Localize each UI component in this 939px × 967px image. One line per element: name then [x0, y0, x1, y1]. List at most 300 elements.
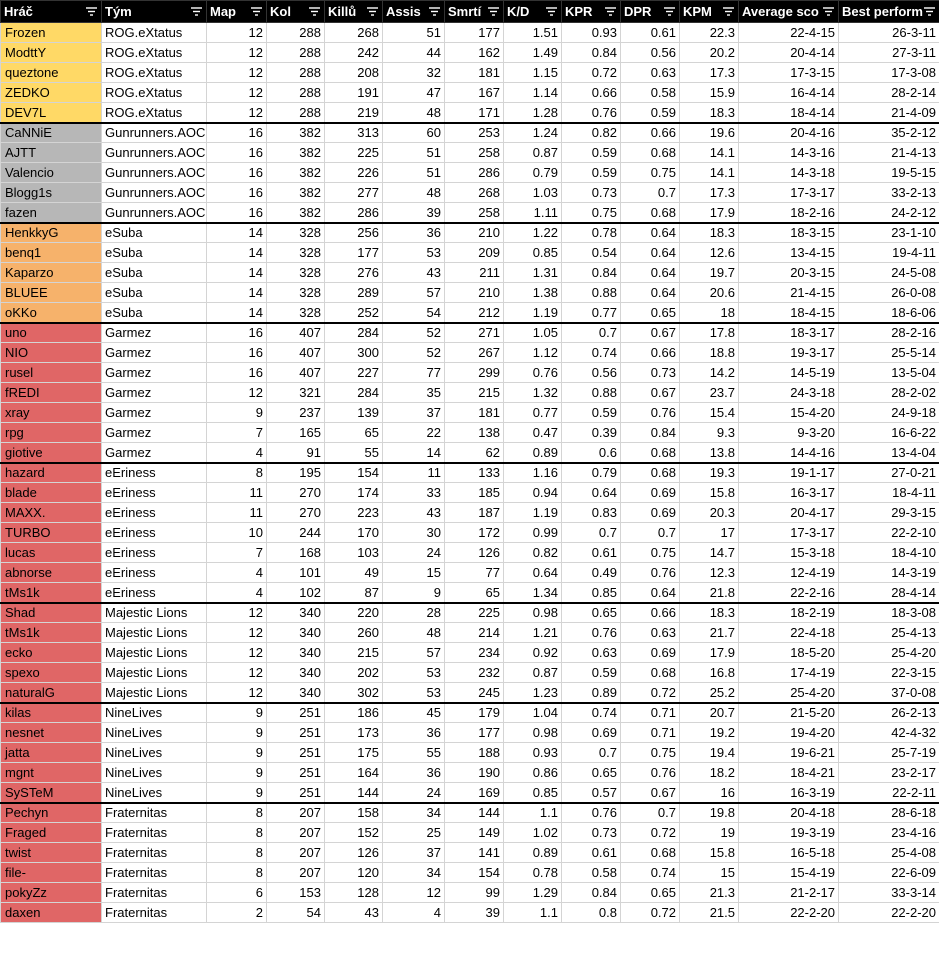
- cell-dpr[interactable]: 0.56: [621, 43, 680, 63]
- cell-rounds[interactable]: 207: [267, 823, 325, 843]
- cell-kpr[interactable]: 0.65: [562, 603, 621, 623]
- cell-team[interactable]: eEriness: [102, 463, 207, 483]
- cell-dpr[interactable]: 0.67: [621, 783, 680, 803]
- cell-kpr[interactable]: 0.8: [562, 903, 621, 923]
- cell-kpr[interactable]: 0.88: [562, 283, 621, 303]
- cell-kills[interactable]: 158: [325, 803, 383, 823]
- cell-maps[interactable]: 12: [207, 603, 267, 623]
- cell-best-performance[interactable]: 35-2-12: [839, 123, 939, 143]
- cell-kpr[interactable]: 0.74: [562, 703, 621, 723]
- cell-assists[interactable]: 48: [383, 183, 445, 203]
- cell-best-performance[interactable]: 26-2-13: [839, 703, 939, 723]
- cell-average-score[interactable]: 16-3-19: [739, 783, 839, 803]
- cell-average-score[interactable]: 21-4-15: [739, 283, 839, 303]
- cell-team[interactable]: Fraternitas: [102, 863, 207, 883]
- cell-kills[interactable]: 152: [325, 823, 383, 843]
- cell-maps[interactable]: 16: [207, 143, 267, 163]
- cell-assists[interactable]: 32: [383, 63, 445, 83]
- cell-kpr[interactable]: 0.76: [562, 803, 621, 823]
- cell-maps[interactable]: 9: [207, 783, 267, 803]
- cell-rounds[interactable]: 251: [267, 743, 325, 763]
- cell-kpr[interactable]: 0.84: [562, 263, 621, 283]
- cell-kpr[interactable]: 0.66: [562, 83, 621, 103]
- cell-kills[interactable]: 144: [325, 783, 383, 803]
- cell-team[interactable]: eEriness: [102, 483, 207, 503]
- cell-kpr[interactable]: 0.84: [562, 43, 621, 63]
- cell-player[interactable]: uno: [1, 323, 102, 343]
- cell-player[interactable]: pokyZz: [1, 883, 102, 903]
- cell-maps[interactable]: 12: [207, 63, 267, 83]
- cell-average-score[interactable]: 18-2-19: [739, 603, 839, 623]
- cell-average-score[interactable]: 12-4-19: [739, 563, 839, 583]
- cell-player[interactable]: naturalG: [1, 683, 102, 703]
- cell-rounds[interactable]: 382: [267, 163, 325, 183]
- cell-maps[interactable]: 9: [207, 403, 267, 423]
- cell-average-score[interactable]: 19-3-17: [739, 343, 839, 363]
- cell-kpm[interactable]: 14.7: [680, 543, 739, 563]
- cell-player[interactable]: fazen: [1, 203, 102, 223]
- cell-deaths[interactable]: 188: [445, 743, 504, 763]
- cell-kills[interactable]: 225: [325, 143, 383, 163]
- cell-rounds[interactable]: 195: [267, 463, 325, 483]
- cell-kills[interactable]: 55: [325, 443, 383, 463]
- cell-deaths[interactable]: 172: [445, 523, 504, 543]
- cell-rounds[interactable]: 382: [267, 183, 325, 203]
- cell-assists[interactable]: 24: [383, 543, 445, 563]
- cell-average-score[interactable]: 18-4-21: [739, 763, 839, 783]
- cell-kpr[interactable]: 0.57: [562, 783, 621, 803]
- cell-deaths[interactable]: 62: [445, 443, 504, 463]
- cell-kills[interactable]: 277: [325, 183, 383, 203]
- cell-deaths[interactable]: 214: [445, 623, 504, 643]
- cell-team[interactable]: Fraternitas: [102, 883, 207, 903]
- cell-dpr[interactable]: 0.63: [621, 63, 680, 83]
- cell-rounds[interactable]: 270: [267, 483, 325, 503]
- cell-player[interactable]: MAXX.: [1, 503, 102, 523]
- cell-maps[interactable]: 9: [207, 703, 267, 723]
- cell-kpm[interactable]: 18.2: [680, 763, 739, 783]
- cell-assists[interactable]: 12: [383, 883, 445, 903]
- cell-kpm[interactable]: 17.3: [680, 63, 739, 83]
- cell-team[interactable]: eSuba: [102, 303, 207, 323]
- cell-dpr[interactable]: 0.68: [621, 143, 680, 163]
- cell-dpr[interactable]: 0.75: [621, 163, 680, 183]
- cell-average-score[interactable]: 15-3-18: [739, 543, 839, 563]
- cell-average-score[interactable]: 19-3-19: [739, 823, 839, 843]
- cell-kd[interactable]: 1.03: [504, 183, 562, 203]
- cell-dpr[interactable]: 0.64: [621, 283, 680, 303]
- cell-kpr[interactable]: 0.72: [562, 63, 621, 83]
- column-header-player[interactable]: [1, 1, 102, 23]
- cell-assists[interactable]: 52: [383, 323, 445, 343]
- cell-best-performance[interactable]: 17-3-08: [839, 63, 939, 83]
- cell-kpr[interactable]: 0.75: [562, 203, 621, 223]
- cell-deaths[interactable]: 181: [445, 63, 504, 83]
- cell-assists[interactable]: 44: [383, 43, 445, 63]
- filter-icon[interactable]: [366, 5, 379, 18]
- cell-kd[interactable]: 1.38: [504, 283, 562, 303]
- cell-assists[interactable]: 37: [383, 843, 445, 863]
- cell-player[interactable]: fREDI: [1, 383, 102, 403]
- cell-maps[interactable]: 9: [207, 763, 267, 783]
- filter-icon[interactable]: [85, 5, 98, 18]
- cell-kd[interactable]: 1.22: [504, 223, 562, 243]
- cell-kpm[interactable]: 15.8: [680, 843, 739, 863]
- cell-team[interactable]: ROG.eXtatus: [102, 63, 207, 83]
- cell-deaths[interactable]: 133: [445, 463, 504, 483]
- cell-player[interactable]: AJTT: [1, 143, 102, 163]
- cell-kills[interactable]: 313: [325, 123, 383, 143]
- cell-best-performance[interactable]: 25-7-19: [839, 743, 939, 763]
- cell-rounds[interactable]: 102: [267, 583, 325, 603]
- cell-best-performance[interactable]: 18-3-08: [839, 603, 939, 623]
- cell-deaths[interactable]: 234: [445, 643, 504, 663]
- filter-icon[interactable]: [308, 5, 321, 18]
- cell-average-score[interactable]: 9-3-20: [739, 423, 839, 443]
- cell-deaths[interactable]: 210: [445, 283, 504, 303]
- cell-dpr[interactable]: 0.72: [621, 683, 680, 703]
- cell-rounds[interactable]: 328: [267, 243, 325, 263]
- cell-dpr[interactable]: 0.76: [621, 563, 680, 583]
- cell-assists[interactable]: 43: [383, 263, 445, 283]
- cell-kpr[interactable]: 0.78: [562, 223, 621, 243]
- cell-deaths[interactable]: 162: [445, 43, 504, 63]
- cell-best-performance[interactable]: 22-2-10: [839, 523, 939, 543]
- cell-best-performance[interactable]: 25-4-13: [839, 623, 939, 643]
- cell-kpm[interactable]: 20.6: [680, 283, 739, 303]
- cell-deaths[interactable]: 232: [445, 663, 504, 683]
- cell-best-performance[interactable]: 25-5-14: [839, 343, 939, 363]
- cell-kd[interactable]: 0.47: [504, 423, 562, 443]
- cell-deaths[interactable]: 267: [445, 343, 504, 363]
- column-header-rounds[interactable]: [267, 1, 325, 23]
- cell-dpr[interactable]: 0.69: [621, 483, 680, 503]
- cell-maps[interactable]: 2: [207, 903, 267, 923]
- cell-deaths[interactable]: 179: [445, 703, 504, 723]
- cell-kd[interactable]: 0.98: [504, 603, 562, 623]
- cell-player[interactable]: xray: [1, 403, 102, 423]
- cell-assists[interactable]: 9: [383, 583, 445, 603]
- cell-kills[interactable]: 103: [325, 543, 383, 563]
- cell-assists[interactable]: 39: [383, 203, 445, 223]
- cell-kpr[interactable]: 0.93: [562, 23, 621, 43]
- cell-dpr[interactable]: 0.64: [621, 223, 680, 243]
- column-header-kd[interactable]: [504, 1, 562, 23]
- cell-kd[interactable]: 1.19: [504, 503, 562, 523]
- cell-team[interactable]: eEriness: [102, 503, 207, 523]
- cell-kd[interactable]: 1.12: [504, 343, 562, 363]
- cell-kpr[interactable]: 0.7: [562, 523, 621, 543]
- cell-deaths[interactable]: 77: [445, 563, 504, 583]
- cell-deaths[interactable]: 144: [445, 803, 504, 823]
- cell-kpr[interactable]: 0.61: [562, 543, 621, 563]
- cell-kd[interactable]: 0.79: [504, 163, 562, 183]
- cell-kpm[interactable]: 14.2: [680, 363, 739, 383]
- cell-deaths[interactable]: 286: [445, 163, 504, 183]
- cell-kpr[interactable]: 0.61: [562, 843, 621, 863]
- cell-maps[interactable]: 12: [207, 663, 267, 683]
- cell-team[interactable]: Garmez: [102, 323, 207, 343]
- cell-team[interactable]: Majestic Lions: [102, 663, 207, 683]
- cell-assists[interactable]: 36: [383, 723, 445, 743]
- cell-player[interactable]: file-: [1, 863, 102, 883]
- cell-dpr[interactable]: 0.64: [621, 263, 680, 283]
- cell-kd[interactable]: 0.98: [504, 723, 562, 743]
- cell-rounds[interactable]: 288: [267, 83, 325, 103]
- cell-deaths[interactable]: 253: [445, 123, 504, 143]
- cell-best-performance[interactable]: 27-0-21: [839, 463, 939, 483]
- cell-best-performance[interactable]: 13-4-04: [839, 443, 939, 463]
- cell-kd[interactable]: 0.94: [504, 483, 562, 503]
- cell-deaths[interactable]: 171: [445, 103, 504, 123]
- cell-average-score[interactable]: 18-2-16: [739, 203, 839, 223]
- cell-kd[interactable]: 0.92: [504, 643, 562, 663]
- cell-kills[interactable]: 302: [325, 683, 383, 703]
- filter-icon[interactable]: [722, 5, 735, 18]
- cell-team[interactable]: eEriness: [102, 523, 207, 543]
- cell-maps[interactable]: 12: [207, 23, 267, 43]
- cell-best-performance[interactable]: 27-3-11: [839, 43, 939, 63]
- cell-player[interactable]: CaNNiE: [1, 123, 102, 143]
- cell-rounds[interactable]: 382: [267, 123, 325, 143]
- cell-team[interactable]: Garmez: [102, 403, 207, 423]
- cell-kd[interactable]: 0.77: [504, 403, 562, 423]
- cell-best-performance[interactable]: 37-0-08: [839, 683, 939, 703]
- cell-maps[interactable]: 7: [207, 423, 267, 443]
- cell-kills[interactable]: 226: [325, 163, 383, 183]
- cell-kills[interactable]: 289: [325, 283, 383, 303]
- cell-deaths[interactable]: 65: [445, 583, 504, 603]
- cell-kpm[interactable]: 18.8: [680, 343, 739, 363]
- cell-maps[interactable]: 12: [207, 43, 267, 63]
- cell-team[interactable]: NineLives: [102, 743, 207, 763]
- cell-dpr[interactable]: 0.75: [621, 743, 680, 763]
- cell-average-score[interactable]: 14-3-16: [739, 143, 839, 163]
- cell-kills[interactable]: 223: [325, 503, 383, 523]
- cell-kpm[interactable]: 18.3: [680, 223, 739, 243]
- cell-dpr[interactable]: 0.67: [621, 383, 680, 403]
- cell-kpm[interactable]: 16: [680, 783, 739, 803]
- cell-assists[interactable]: 37: [383, 403, 445, 423]
- cell-best-performance[interactable]: 25-4-20: [839, 643, 939, 663]
- cell-assists[interactable]: 35: [383, 383, 445, 403]
- cell-average-score[interactable]: 18-5-20: [739, 643, 839, 663]
- cell-assists[interactable]: 77: [383, 363, 445, 383]
- column-header-kpr[interactable]: [562, 1, 621, 23]
- filter-icon[interactable]: [822, 5, 835, 18]
- cell-rounds[interactable]: 340: [267, 643, 325, 663]
- cell-maps[interactable]: 4: [207, 563, 267, 583]
- cell-maps[interactable]: 8: [207, 463, 267, 483]
- cell-dpr[interactable]: 0.69: [621, 503, 680, 523]
- cell-team[interactable]: ROG.eXtatus: [102, 43, 207, 63]
- cell-maps[interactable]: 6: [207, 883, 267, 903]
- filter-icon[interactable]: [428, 5, 441, 18]
- cell-best-performance[interactable]: 24-2-12: [839, 203, 939, 223]
- cell-best-performance[interactable]: 33-3-14: [839, 883, 939, 903]
- cell-average-score[interactable]: 21-2-17: [739, 883, 839, 903]
- cell-deaths[interactable]: 141: [445, 843, 504, 863]
- cell-dpr[interactable]: 0.73: [621, 363, 680, 383]
- cell-dpr[interactable]: 0.76: [621, 763, 680, 783]
- cell-best-performance[interactable]: 14-3-19: [839, 563, 939, 583]
- cell-maps[interactable]: 4: [207, 443, 267, 463]
- cell-kpm[interactable]: 21.3: [680, 883, 739, 903]
- column-header-dpr[interactable]: [621, 1, 680, 23]
- cell-rounds[interactable]: 340: [267, 663, 325, 683]
- cell-player[interactable]: Blogg1s: [1, 183, 102, 203]
- cell-kpr[interactable]: 0.76: [562, 103, 621, 123]
- cell-kd[interactable]: 1.51: [504, 23, 562, 43]
- cell-team[interactable]: NineLives: [102, 783, 207, 803]
- cell-player[interactable]: Fraged: [1, 823, 102, 843]
- cell-best-performance[interactable]: 33-2-13: [839, 183, 939, 203]
- cell-best-performance[interactable]: 19-4-11: [839, 243, 939, 263]
- cell-kd[interactable]: 1.1: [504, 903, 562, 923]
- cell-kpr[interactable]: 0.59: [562, 163, 621, 183]
- cell-kpm[interactable]: 13.8: [680, 443, 739, 463]
- cell-deaths[interactable]: 126: [445, 543, 504, 563]
- cell-average-score[interactable]: 16-4-14: [739, 83, 839, 103]
- cell-assists[interactable]: 4: [383, 903, 445, 923]
- cell-team[interactable]: Gunrunners.AOC: [102, 163, 207, 183]
- cell-dpr[interactable]: 0.68: [621, 203, 680, 223]
- cell-team[interactable]: eEriness: [102, 543, 207, 563]
- cell-kpm[interactable]: 19.3: [680, 463, 739, 483]
- cell-average-score[interactable]: 14-3-18: [739, 163, 839, 183]
- cell-deaths[interactable]: 149: [445, 823, 504, 843]
- cell-assists[interactable]: 43: [383, 503, 445, 523]
- cell-assists[interactable]: 60: [383, 123, 445, 143]
- cell-dpr[interactable]: 0.68: [621, 443, 680, 463]
- cell-rounds[interactable]: 382: [267, 143, 325, 163]
- cell-team[interactable]: NineLives: [102, 763, 207, 783]
- cell-kd[interactable]: 1.14: [504, 83, 562, 103]
- cell-kd[interactable]: 0.89: [504, 443, 562, 463]
- column-header-best-performance[interactable]: [839, 1, 939, 23]
- cell-kpm[interactable]: 17.9: [680, 203, 739, 223]
- cell-best-performance[interactable]: 29-3-15: [839, 503, 939, 523]
- cell-team[interactable]: Garmez: [102, 423, 207, 443]
- cell-kpr[interactable]: 0.74: [562, 343, 621, 363]
- cell-player[interactable]: tMs1k: [1, 623, 102, 643]
- cell-kd[interactable]: 0.64: [504, 563, 562, 583]
- cell-average-score[interactable]: 22-2-20: [739, 903, 839, 923]
- cell-deaths[interactable]: 154: [445, 863, 504, 883]
- cell-rounds[interactable]: 168: [267, 543, 325, 563]
- cell-team[interactable]: ROG.eXtatus: [102, 103, 207, 123]
- cell-maps[interactable]: 12: [207, 103, 267, 123]
- cell-maps[interactable]: 4: [207, 583, 267, 603]
- filter-icon[interactable]: [923, 5, 936, 18]
- cell-kpm[interactable]: 21.7: [680, 623, 739, 643]
- cell-kpr[interactable]: 0.49: [562, 563, 621, 583]
- cell-best-performance[interactable]: 24-9-18: [839, 403, 939, 423]
- cell-kpm[interactable]: 19.2: [680, 723, 739, 743]
- cell-deaths[interactable]: 167: [445, 83, 504, 103]
- cell-kd[interactable]: 1.49: [504, 43, 562, 63]
- cell-player[interactable]: nesnet: [1, 723, 102, 743]
- cell-kd[interactable]: 0.87: [504, 663, 562, 683]
- cell-dpr[interactable]: 0.7: [621, 523, 680, 543]
- cell-dpr[interactable]: 0.68: [621, 843, 680, 863]
- cell-team[interactable]: eSuba: [102, 243, 207, 263]
- cell-player[interactable]: TURBO: [1, 523, 102, 543]
- cell-kd[interactable]: 0.78: [504, 863, 562, 883]
- cell-average-score[interactable]: 19-6-21: [739, 743, 839, 763]
- cell-deaths[interactable]: 177: [445, 23, 504, 43]
- cell-kd[interactable]: 0.85: [504, 243, 562, 263]
- cell-maps[interactable]: 11: [207, 503, 267, 523]
- cell-rounds[interactable]: 207: [267, 843, 325, 863]
- cell-kd[interactable]: 1.23: [504, 683, 562, 703]
- cell-dpr[interactable]: 0.67: [621, 323, 680, 343]
- cell-best-performance[interactable]: 18-4-11: [839, 483, 939, 503]
- cell-maps[interactable]: 8: [207, 823, 267, 843]
- cell-team[interactable]: NineLives: [102, 703, 207, 723]
- cell-kpm[interactable]: 15.9: [680, 83, 739, 103]
- cell-kpm[interactable]: 15: [680, 863, 739, 883]
- cell-kills[interactable]: 170: [325, 523, 383, 543]
- cell-maps[interactable]: 16: [207, 163, 267, 183]
- cell-rounds[interactable]: 207: [267, 803, 325, 823]
- cell-kpm[interactable]: 14.1: [680, 143, 739, 163]
- cell-kills[interactable]: 173: [325, 723, 383, 743]
- cell-kills[interactable]: 174: [325, 483, 383, 503]
- cell-rounds[interactable]: 237: [267, 403, 325, 423]
- cell-team[interactable]: Majestic Lions: [102, 683, 207, 703]
- cell-player[interactable]: twist: [1, 843, 102, 863]
- cell-best-performance[interactable]: 19-5-15: [839, 163, 939, 183]
- cell-team[interactable]: Fraternitas: [102, 843, 207, 863]
- cell-deaths[interactable]: 268: [445, 183, 504, 203]
- cell-average-score[interactable]: 14-5-19: [739, 363, 839, 383]
- cell-dpr[interactable]: 0.65: [621, 303, 680, 323]
- cell-kills[interactable]: 252: [325, 303, 383, 323]
- cell-maps[interactable]: 14: [207, 243, 267, 263]
- cell-assists[interactable]: 48: [383, 623, 445, 643]
- cell-kills[interactable]: 126: [325, 843, 383, 863]
- cell-kills[interactable]: 284: [325, 323, 383, 343]
- cell-kills[interactable]: 286: [325, 203, 383, 223]
- cell-dpr[interactable]: 0.74: [621, 863, 680, 883]
- cell-rounds[interactable]: 328: [267, 223, 325, 243]
- filter-icon[interactable]: [663, 5, 676, 18]
- cell-team[interactable]: Fraternitas: [102, 903, 207, 923]
- cell-kpm[interactable]: 15.4: [680, 403, 739, 423]
- cell-kills[interactable]: 120: [325, 863, 383, 883]
- cell-best-performance[interactable]: 22-3-15: [839, 663, 939, 683]
- cell-best-performance[interactable]: 26-3-11: [839, 23, 939, 43]
- cell-kpr[interactable]: 0.79: [562, 463, 621, 483]
- cell-average-score[interactable]: 18-3-15: [739, 223, 839, 243]
- cell-team[interactable]: Gunrunners.AOC: [102, 183, 207, 203]
- cell-rounds[interactable]: 270: [267, 503, 325, 523]
- cell-kills[interactable]: 215: [325, 643, 383, 663]
- cell-kpm[interactable]: 19.6: [680, 123, 739, 143]
- cell-dpr[interactable]: 0.75: [621, 543, 680, 563]
- filter-icon[interactable]: [545, 5, 558, 18]
- cell-kills[interactable]: 177: [325, 243, 383, 263]
- cell-kpr[interactable]: 0.76: [562, 623, 621, 643]
- cell-maps[interactable]: 8: [207, 803, 267, 823]
- cell-kd[interactable]: 1.21: [504, 623, 562, 643]
- cell-player[interactable]: rpg: [1, 423, 102, 443]
- cell-dpr[interactable]: 0.71: [621, 723, 680, 743]
- cell-kpm[interactable]: 18: [680, 303, 739, 323]
- cell-rounds[interactable]: 91: [267, 443, 325, 463]
- cell-kd[interactable]: 0.89: [504, 843, 562, 863]
